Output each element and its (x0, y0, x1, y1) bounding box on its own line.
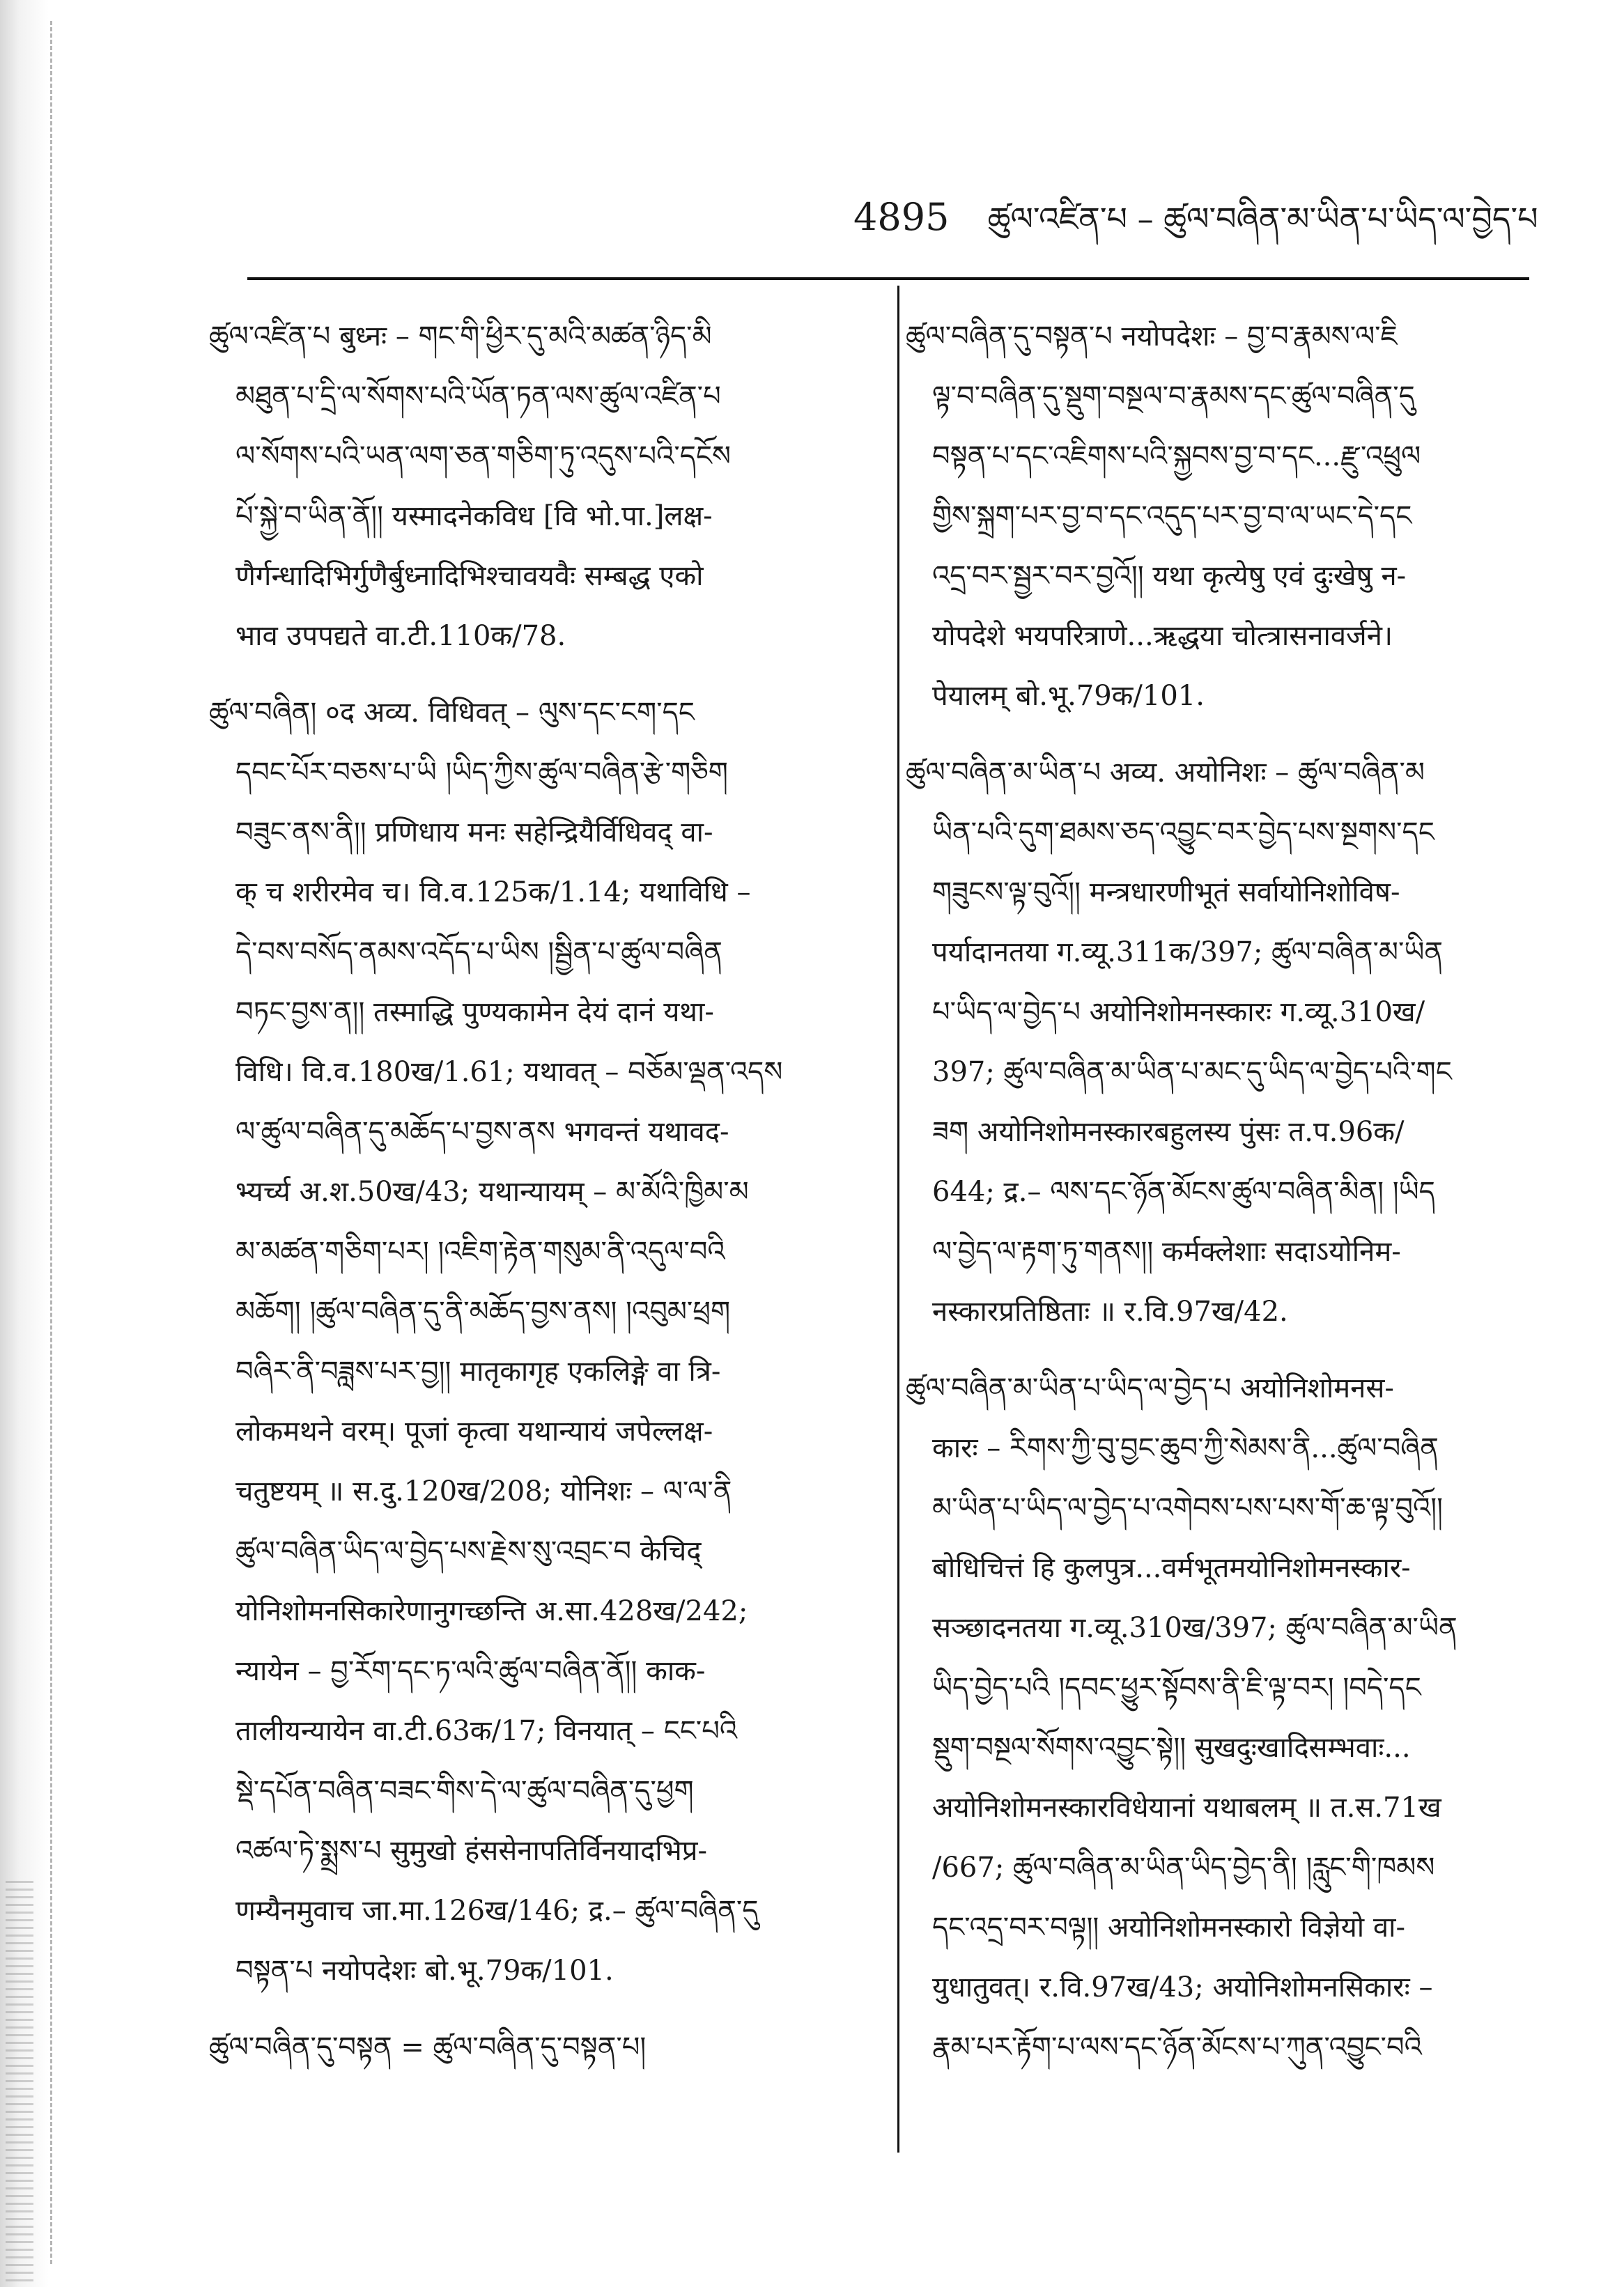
page-header (853, 189, 1550, 245)
column-divider (897, 286, 899, 2153)
entry-text-line: सञ्छादनतया ग.व्यू.310ख/397; ཚུལ་བཞིན་མ་ཡིན (932, 1612, 1457, 1644)
entry-text-line: विधि। वि.व.180ख/1.61; यथावत् – བཅོམ་ལྡན་འདས (235, 1056, 783, 1088)
entry-text-line: न्यायेन – བྱ་རོག་དང་ཏ་ལའི་ཚུལ་བཞིན་ནོ།། काक- (235, 1655, 706, 1687)
entry-text-line: ལ་བྱེད་ལ་རྟག་ཏུ་གནས།། कर्मक्लेशाः सदाऽयोनिम- (932, 1236, 1401, 1268)
entry-text-line: བཏང་བྱས་ན།། तस्माद्धि पुण्यकामेन देयं दानं यथा- (235, 996, 714, 1028)
entry-text-line: कारः – རིགས་ཀྱི་བུ་བྱང་ཆུབ་ཀྱི་སེམས་ནི...ཚུལ་བཞིན (932, 1432, 1439, 1464)
entry-text-line: གྱིས་སྐྲག་པར་བྱ་བ་དང་འདུད་པར་བྱ་བ་ལ་ཡང་དེ་དང (932, 500, 1412, 532)
entry-text-line: ལྟ་བ་བཞིན་དུ་སྡུག་བསྔལ་བ་རྣམས་དང་ཚུལ་བཞིན་དུ (932, 380, 1415, 412)
entry-text-line: རྣམ་པར་རྟོག་པ་ལས་དང་ཉོན་མོངས་པ་ཀུན་འབྱུང་བའི (932, 2031, 1422, 2063)
entry-text-line: སྡེ་དཔོན་བཞིན་བཟང་གིས་དེ་ལ་ཚུལ་བཞིན་དུ་ཕྱག (235, 1775, 694, 1807)
entry-text-line: ཚུལ་བཞིན་ཡིད་ལ་བྱེད་པས་རྗེས་སུ་འབྲང་བ केचिद् (235, 1535, 702, 1567)
page-number: 4895 (853, 195, 950, 239)
entry-text-line: མཐུན་པ་དྲི་ལ་སོགས་པའི་ཡོན་ཏན་ལས་ཚུལ་འཛིན་པ (235, 380, 721, 412)
entry-headword-line: ཚུལ་བཞིན་མ་ཡིན་པ་ཡིད་ལ་བྱེད་པ अयोनिशोमनस- (906, 1372, 1394, 1404)
left-column (209, 307, 864, 2077)
running-title: ཚུལ་འཛིན་པ – ཚུལ་བཞིན་མ་ཡིན་པ་ཡིད་ལ་བྱེད་པ (987, 200, 1538, 238)
margin-dashed-line (50, 21, 52, 2264)
entry-text-line: མཆོག། །ཚུལ་བཞིན་དུ་ནི་མཆོད་བྱས་ནས། །འབུམ་ཕྲག (235, 1296, 731, 1328)
entry-text-line: བཞིར་ནི་བཟླས་པར་བྱ།། मातृकागृह एकलिङ्गे वा त्रि- (235, 1356, 721, 1388)
entry-text-line: ཡིད་བྱེད་པའི །དབང་ཕྱུར་སྟོབས་ནི་ཇི་ལྟ་བར། །བདེ་དང (932, 1672, 1421, 1704)
entry-text-line: चतुष्टयम् ॥ स.दु.120ख/208; योनिशः – ལ་ལ་ནི (235, 1475, 732, 1507)
entry-text-line: णैर्गन्धादिभिर्गुणैर्बुध्नादिभिश्चावयवैः सम्बद्ध एको (235, 560, 704, 592)
entry-text-line: འདྲ་བར་སྦྱར་བར་བྱའོ།། यथा कृत्येषु एवं दुःखेषु न- (932, 560, 1407, 592)
entry-text-line: युधातुवत्। र.वि.97ख/43; अयोनिशोमनसिकारः – (932, 1971, 1433, 2003)
entry-text-line: བཟུང་ནས་ནི།། प्रणिधाय मनः सहेन्द्रियैर्विधिवद् वा- (235, 816, 713, 848)
entry-text-line: པ་ཡིད་ལ་བྱེད་པ अयोनिशोमनस्कारः ग.व्यू.310ख/ (932, 996, 1425, 1028)
entry-text-line: योपदेशे भयपरित्राणे...ऋद्धया चोत्त्रासनावर्जने। (932, 620, 1393, 652)
entry-text-line: णम्यैनमुवाच जा.मा.126ख/146; द्र.– ཚུལ་བཞིན་དུ (235, 1895, 759, 1927)
entry-text-line: लोकमथने वरम्। पूजां कृत्वा यथान्यायं जपेल्लक्ष- (235, 1416, 713, 1448)
entry-headword-line: ཚུལ་བཞིན་དུ་བསྟན = ཚུལ་བཞིན་དུ་བསྟན་པ། (209, 2031, 647, 2063)
entry-gap (209, 666, 864, 683)
entry-text-line: དང་འདྲ་བར་བལྟ།། अयोनिशोमनस्कारो विज्ञेयो वा- (932, 1912, 1405, 1944)
entry-text-line: 644; द्र.– ལས་དང་ཉོན་མོངས་ཚུལ་བཞིན་མིན། །ཡིད (932, 1176, 1435, 1208)
entry-text-line: क् च शरीरमेव च। वि.व.125क/1.14; यथाविधि – (235, 876, 751, 908)
entry-text-line: ཡིན་པའི་དུག་ཐམས་ཅད་འབྱུང་བར་བྱེད་པས་སྔགས་དང (932, 816, 1434, 848)
entry-text-line: नस्कारप्रतिष्ठिताः ॥ र.वि.97ख/42. (932, 1296, 1288, 1328)
entry-text-line: पर्यादानतया ग.व्यू.311क/397; ཚུལ་བཞིན་མ་ཡིན (932, 936, 1444, 968)
entry-text-line: भ्यर्च्य अ.श.50ख/43; यथान्यायम् – མ་མོའི་ཁྱིམ་མ (235, 1176, 749, 1208)
entry-text-line: མ་མཚན་གཅིག་པར། །འཇིག་རྟེན་གསུམ་ནི་འདུལ་བའི (235, 1236, 725, 1268)
entry-text-line: བསྟན་པ नयोपदेशः बो.भू.79क/101. (235, 1955, 614, 1987)
entry-text-line: ལ་སོགས་པའི་ཡན་ལག་ཅན་གཅིག་ཏུ་འདུས་པའི་དངོས (235, 440, 731, 472)
entry-text-line: बोधिचित्तं हि कुलपुत्र...वर्मभूतमयोनिशोमनस्कार- (932, 1552, 1411, 1584)
entry-text-line: /667; ཚུལ་བཞིན་མ་ཡིན་ཡིད་བྱེད་ནི། །རླུང་གི་ཁམས (932, 1852, 1435, 1884)
entry-text-line: གཟུངས་ལྟ་བུའོ།། मन्त्रधारणीभूतं सर्वायोनिशोविष- (932, 876, 1400, 908)
header-rule (247, 277, 1529, 280)
entry-text-line: སྡུག་བསྔལ་སོགས་འབྱུང་སྟེ།། सुखदुःखादिसम्भवाः... (932, 1732, 1411, 1764)
entry-text-line: དེ་བས་བསོད་ནམས་འདོད་པ་ཡིས །སྦྱིན་པ་ཚུལ་བཞིན (235, 936, 722, 968)
entry-text-line: པོ་སྐྱེ་བ་ཡིན་ནོ།། यस्मादनेकविध [वि भो.पा.]लक्ष- (235, 500, 713, 532)
right-column (906, 307, 1536, 2077)
entry-text-line: भाव उपपद्यते वा.टी.110क/78. (235, 620, 566, 652)
entry-headword-line: ཚུལ་བཞིན། ०द अव्य. विधिवत् – ལུས་དང་ངག་དང (209, 697, 695, 729)
entry-gap (906, 1342, 1536, 1358)
entry-text-line: योनिशोमनसिकारेणानुगच्छन्ति अ.सा.428ख/242; (235, 1595, 748, 1627)
entry-text-line: འཚལ་ཏེ་སྨྲས་པ सुमुखो हंससेनापतिर्विनयादभिप्र- (235, 1835, 708, 1867)
entry-text-line: མ་ཡིན་པ་ཡིད་ལ་བྱེད་པ་འགེབས་པས་པས་གོ་ཆ་ལྟ་བུའོ།། (932, 1492, 1443, 1524)
entry-text-line: पेयालम् बो.भू.79क/101. (932, 680, 1205, 712)
entry-text-line: བསྟན་པ་དང་འཇིགས་པའི་སྐྱབས་བྱ་བ་དང...རྫུ་འཕྲུལ (932, 440, 1421, 472)
entry-gap (906, 726, 1536, 743)
entry-text-line: तालीयन्यायेन वा.टी.63क/17; विनयात् – ངང་པའི (235, 1715, 738, 1747)
entry-gap (209, 2001, 864, 2017)
scan-edge-marks (6, 1881, 33, 2287)
entry-text-line: अयोनिशोमनस्कारविधेयानां यथाबलम् ॥ त.स.71ख (932, 1792, 1441, 1824)
entry-headword-line: ཚུལ་བཞིན་དུ་བསྟན་པ नयोपदेशः – བྱ་བ་རྣམས་ལ་ཇི (906, 320, 1398, 352)
entry-headword-line: ཚུལ་བཞིན་མ་ཡིན་པ अव्य. अयोनिशः – ཚུལ་བཞིན་མ (906, 757, 1425, 789)
entry-text-line: 397; ཚུལ་བཞིན་མ་ཡིན་པ་མང་དུ་ཡིད་ལ་བྱེད་པའི་གང (932, 1056, 1452, 1088)
entry-text-line: ལ་ཚུལ་བཞིན་དུ་མཆོད་པ་བྱས་ནས भगवन्तं यथावद- (235, 1116, 729, 1148)
entry-text-line: ཟག अयोनिशोमनस्कारबहुलस्य पुंसः त.प.96क/ (932, 1116, 1405, 1148)
entry-headword-line: ཚུལ་འཛིན་པ बुध्नः – གང་གི་ཕྱིར་དུ་མའི་མཚན་ཉིད་མི (209, 320, 712, 352)
entry-text-line: དབང་པོར་བཅས་པ་ཡི །ཡིད་ཀྱིས་ཚུལ་བཞིན་རྩེ་གཅིག (235, 757, 728, 789)
